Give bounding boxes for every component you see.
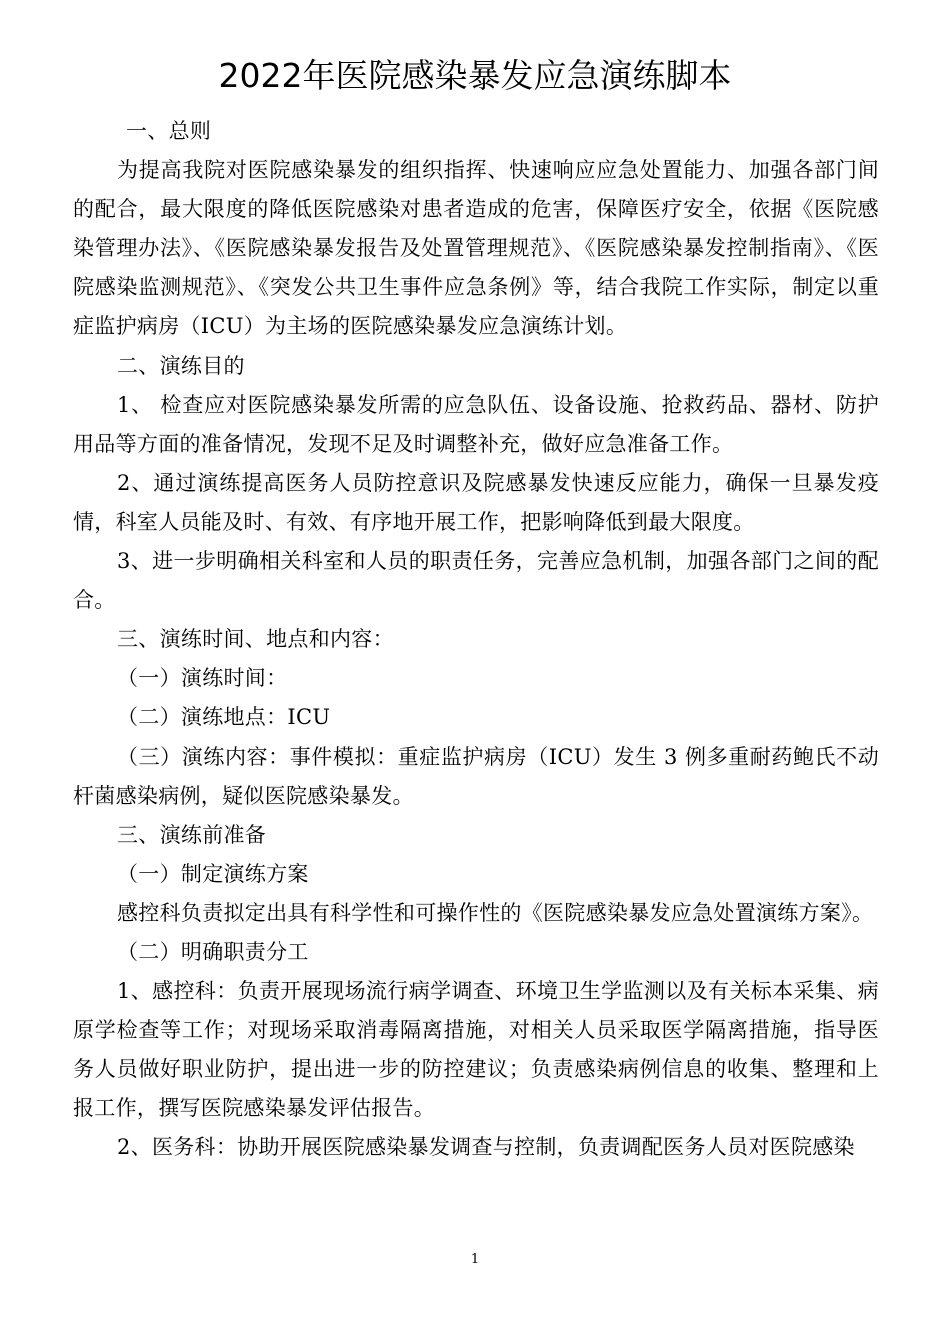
paragraph-general: 为提高我院对医院感染暴发的组织指挥、快速响应应急处置能力、加强各部门间的配合，最大限度的降低医院感染对患者造成的危害，保障医疗安全，依据《医院感染管理办法》、《医院感染暴发报告及处置管理规范》、《医院感染暴发控制指南》、《医院感染监测规范》、《突发公共卫生事件应急条例》等，结合我院工作实际，制定以重症监护病房（ICU）为主场的医院感染暴发应急演练计划。 [73,158,879,339]
subheading-drill-plan: （一）制定演练方案 [117,861,309,886]
section-heading-preparation: 三、演练前准备 [117,822,267,847]
paragraph-purpose-1: 1、 检查应对医院感染暴发所需的应急队伍、设备设施、抢救药品、器材、防护用品等方面的准备情况，发现不足及时调整补充，做好应急准备工作。 [73,392,879,456]
paragraph-infection-control-dept: 1、感控科：负责开展现场流行病学调查、环境卫生学监测以及有关标本采集、病原学检查等工作；对现场采取消毒隔离措施，对相关人员采取医学隔离措施，指导医务人员做好职业防护，提出进一步的防控建议；负责感染病例信息的收集、整理和上报工作，撰写医院感染暴发评估报告。 [73,979,879,1121]
document-body [73,112,879,1168]
paragraph-drill-plan: 感控科负责拟定出具有科学性和可操作性的《医院感染暴发应急处置演练方案》。 [117,900,874,925]
page-number: 1 [470,1252,480,1267]
subheading-responsibilities: （二）明确职责分工 [117,939,309,964]
paragraph-purpose-3: 3、进一步明确相关科室和人员的职责任务，完善应急机制，加强各部门之间的配合。 [73,549,879,613]
section-heading-general: 一、总则 [126,119,212,143]
document-title: 2022年医院感染暴发应急演练脚本 [218,56,732,95]
item-drill-location: （二）演练地点：ICU [117,705,331,730]
paragraph-medical-affairs-dept: 2、医务科：协助开展医院感染暴发调查与控制，负责调配医务人员对医院感染 [117,1135,855,1160]
item-drill-time: （一）演练时间： [117,666,288,691]
paragraph-purpose-2: 2、通过演练提高医务人员防控意识及院感暴发快速反应能力，确保一旦暴发疫情，科室人员能及时、有效、有序地开展工作，把影响降低到最大限度。 [73,470,879,534]
item-drill-content: （三）演练内容：事件模拟：重症监护病房（ICU）发生 3 例多重耐药鲍氏不动杆菌感染病例，疑似医院感染暴发。 [73,744,879,808]
section-heading-purpose: 二、演练目的 [117,353,245,378]
section-heading-time-place-content: 三、演练时间、地点和内容： [117,627,394,652]
